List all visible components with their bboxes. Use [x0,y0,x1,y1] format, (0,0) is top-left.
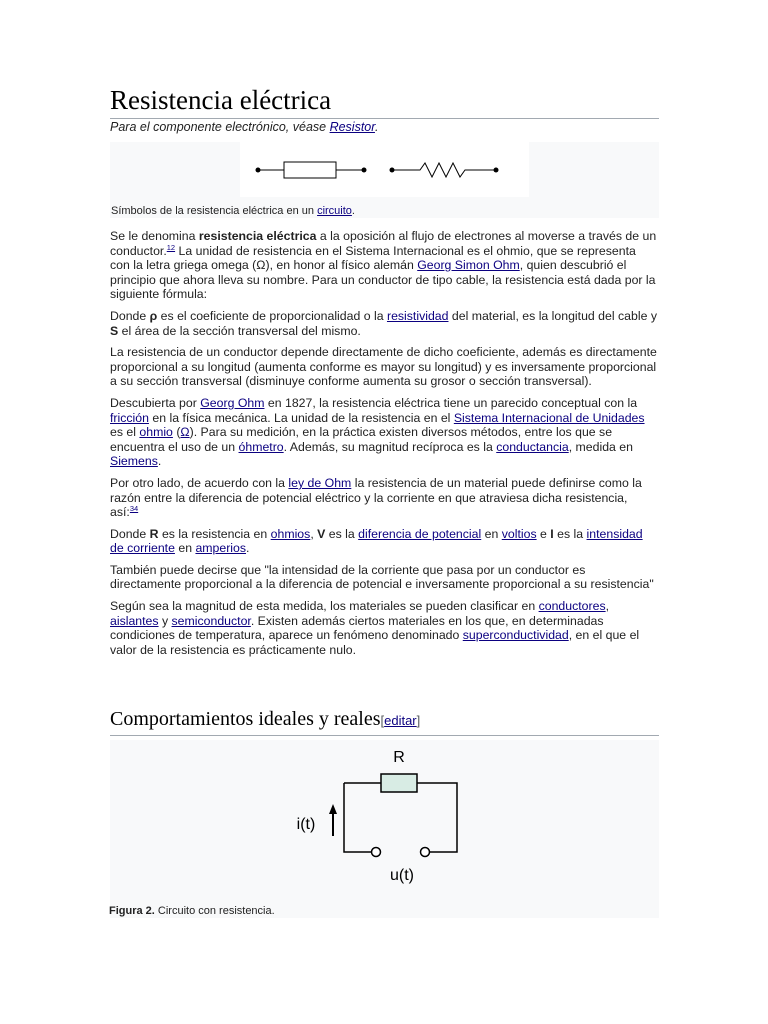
aislantes-link[interactable]: aislantes [110,613,159,628]
conductancia-link[interactable]: conductancia [496,439,569,454]
label-i: i(t) [296,816,316,833]
section-heading [110,705,659,736]
circuito-link[interactable]: circuito [317,205,352,217]
amperios-link[interactable]: amperios [195,541,247,556]
georg-ohm-link[interactable]: Georg Ohm [200,395,265,410]
edit-link[interactable]: editar [384,713,417,728]
sistema-internacional-link[interactable]: Sistema Internacional de Unidades [453,410,645,425]
hatnote-suffix: . [374,120,379,134]
page-title: Resistencia eléctrica [110,83,659,119]
resistor-symbols-diagram [240,142,529,197]
hatnote-text: Para el componente electrónico, véase [110,120,330,134]
hatnote [110,120,378,134]
diferencia-potencial-link[interactable]: diferencia de potencial [358,526,482,541]
symbol-s: S [110,323,119,338]
symbol-r: R [149,526,159,541]
ohmetro-link[interactable]: óhmetro [238,439,284,454]
resistor-link[interactable]: Resistor [329,120,375,134]
symbol-i: I [550,526,554,541]
resistividad-link[interactable]: resistividad [386,308,449,323]
figure-circuit [110,740,659,918]
superconductividad-link[interactable]: superconductividad [462,628,569,643]
siemens-link[interactable]: Siemens [110,454,158,469]
paragraph-5: Por otro lado, de acuerdo con la ley de Ohm la resistencia de un material puede definirse como la razón entre la diferencia de potencial eléctrico y la corriente en que atraviesa dicha resistencia, así:$^{34}$ [110,475,642,520]
edit-section: [editar] [380,713,421,728]
caption-text: Símbolos de la resistencia eléctrica en un [111,205,318,217]
reference-link[interactable]: 12 [166,242,176,252]
intensidad-corriente-link[interactable]: intensidad de corriente [110,526,643,556]
ley-de-ohm-link[interactable]: ley de Ohm [288,475,352,490]
symbol-v: V [317,526,326,541]
symbol-rho: ρ [149,308,158,323]
georg-simon-ohm-link[interactable]: Georg Simon Ohm [417,258,520,273]
semiconductor-link[interactable]: semiconductor [171,613,251,628]
paragraph-8: Según sea la magnitud de esta medida, los materiales se pueden clasificar en conductores, aislantes y semiconductor. Existen además ciertos materiales en los que, en determinadas condiciones de temperatura, aparece un fenómeno denominado superconductividad, en el que el valor de la resistencia es prácticamente nulo. [110,599,640,657]
article-body [110,229,659,664]
paragraph-6: Donde R es la resistencia en ohmios, V es la diferencia de potencial en voltios e I es la intensidad de corriente en amperios. [110,526,643,556]
label-u: u(t) [390,867,414,884]
ohmios-link[interactable]: ohmios [270,526,311,541]
term-resistencia: resistencia eléctrica [198,229,317,243]
voltios-link[interactable]: voltios [501,526,537,541]
caption-text: Circuito con resistencia. [154,905,275,917]
label-r: R [393,749,405,766]
figure-2-caption [109,905,275,917]
caption-label: Figura 2. [109,905,155,917]
figure-caption [111,205,355,217]
caption-suffix: . [351,205,355,217]
omega-link[interactable]: Ω [180,425,190,440]
ohmio-link[interactable]: ohmio [139,425,173,440]
reference-link-2[interactable]: 34 [129,504,139,513]
friccion-link[interactable]: fricción [110,410,149,425]
section-title: Comportamientos ideales y reales [110,708,381,730]
paragraph-3: La resistencia de un conductor depende directamente de dicho coeficiente, además es directamente proporcional a su longitud (aumenta conforme es mayor su longitud) y es inversamente proporcional a su sección transversal (disminuye conforme aumenta su grosor o sección transversal). [110,345,657,389]
paragraph-1: Se le denomina resistencia eléctrica a la oposición al flujo de electrones al moverse a través de un conductor.$^{12}$ La unidad de resistencia en el Sistema Internacional es el ohmio, que se representa con la letra griega omega (Ω), en honor al físico alemán Georg Simon Ohm, quien descubrió el principio que ahora lleva su nombre. Para un conductor de tipo cable, la resistencia está dada por la siguiente fórmula: [110,229,657,302]
circuit-diagram [110,740,659,900]
paragraph-2: Donde ρ es el coeficiente de proporcionalidad o la resistividad del material, es la longitud del cable y S el área de la sección transversal del mismo. [110,308,657,338]
figure-resistor-symbols [110,142,659,218]
conductores-link[interactable]: conductores [538,599,606,614]
paragraph-7: También puede decirse que "la intensidad de la corriente que pasa por un conductor es directamente proporcional a la diferencia de potencial e inversamente proporcional a su resistencia" [110,562,654,592]
paragraph-4: Descubierta por Georg Ohm en 1827, la resistencia eléctrica tiene un parecido conceptual con la fricción en la física mecánica. La unidad de la resistencia en el Sistema Internacional de Unidades es el ohmio (Ω). Para su medición, en la práctica existen diversos métodos, entre los que se encuentra el uso de un óhmetro. Además, su magnitud recíproca es la conductancia, medida en Siemens. [110,395,645,469]
figure-image [240,142,529,197]
